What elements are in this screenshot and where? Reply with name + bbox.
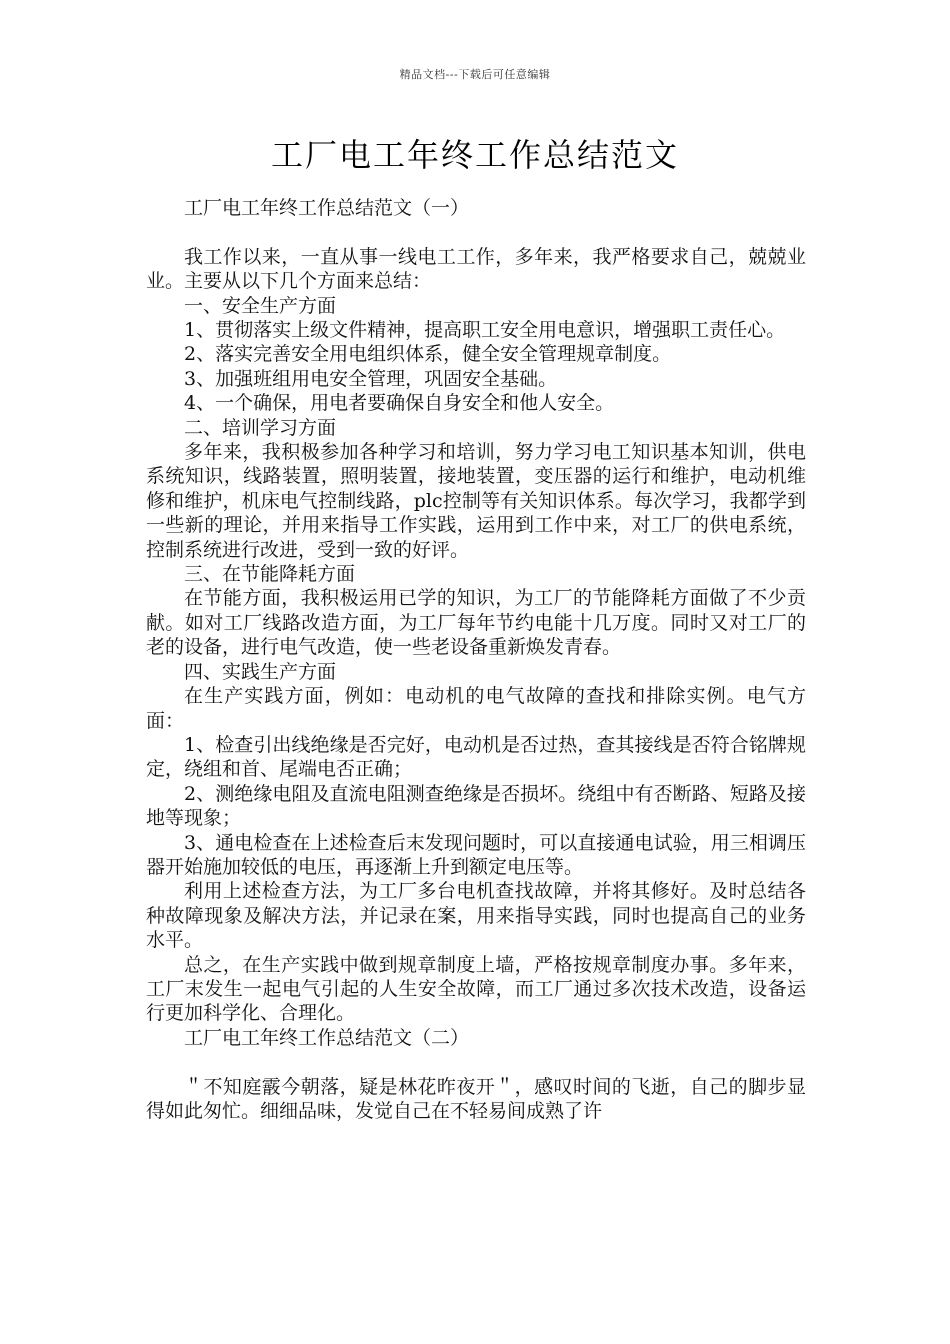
paragraph: 利用上述检查方法，为工厂多台电机查找故障，并将其修好。及时总结各种故障现象及解决方法，并记录在案，用来指导实践，同时也提高自己的业务水平。: [146, 880, 806, 952]
section-heading: 工厂电工年终工作总结范文（二）: [184, 1026, 470, 1049]
list-item: 2、测绝缘电阻及直流电阻测查绝缘是否损坏。绕组中有否断路、短路及接地等现象；: [146, 782, 806, 830]
paragraph: 在生产实践方面，例如：电动机的电气故障的查找和排除实例。电气方面：: [146, 685, 806, 732]
document-body: [146, 196, 806, 1123]
list-item: 1、贯彻落实上级文件精神，提高职工安全用电意识，增强职工责任心。: [184, 319, 786, 342]
subheading: 三、在节能降耗方面: [184, 563, 356, 586]
list-item: 4、一个确保，用电者要确保自身安全和他人安全。: [184, 392, 615, 415]
paragraph: 在节能方面，我积极运用已学的知识，为工厂的节能降耗方面做了不少贡献。如对工厂线路改造方面，为工厂每年节约电能十几万度。同时又对工厂的老的设备，进行电气改造，使一些老设备重新焕发青春。: [146, 587, 806, 659]
paragraph: 多年来，我积极参加各种学习和培训，努力学习电工知识基本知训，供电系统知识，线路装置，照明装置，接地装置，变压器的运行和维护，电动机维修和维护，机床电气控制线路，plc控制等有关知识体系。每次学习，我都学到一些新的理论，并用来指导工作实践，运用到工作中来，对工厂的供电系统，控制系统进行改进，受到一致的好评。: [146, 441, 806, 561]
paragraph: 我工作以来，一直从事一线电工工作，多年来，我严格要求自己，兢兢业业。主要从以下几个方面来总结：: [146, 245, 806, 293]
paragraph: ＂不知庭霰今朝落，疑是林花昨夜开＂，感叹时间的飞逝，自己的脚步显得如此匆忙。细细品味，发觉自己在不轻易间成熟了许: [146, 1075, 806, 1122]
subheading: 二、培训学习方面: [184, 416, 337, 439]
list-item: 1、检查引出线绝缘是否完好，电动机是否过热，查其接线是否符合铭牌规定，绕组和首、尾端电否正确；: [146, 733, 806, 781]
list-item: 3、加强班组用电安全管理，巩固安全基础。: [184, 367, 558, 390]
blank-line: [146, 1050, 806, 1074]
paragraph: 总之，在生产实践中做到规章制度上墙，严格按规章制度办事。多年来，工厂末发生一起电气引起的人生安全故障，而工厂通过多次技术改造，设备运行更加科学化、合理化。: [146, 953, 806, 1025]
subheading: 一、安全生产方面: [184, 294, 337, 317]
document-title: 工厂电工年终工作总结范文: [270, 136, 679, 174]
page-header: 精品文档---下载后可任意编辑: [399, 68, 551, 81]
subheading: 四、实践生产方面: [184, 660, 337, 683]
section-heading: 工厂电工年终工作总结范文（一）: [184, 197, 470, 219]
blank-line: [146, 220, 806, 244]
list-item: 3、通电检查在上述检查后末发现问题时，可以直接通电试验，用三相调压器开始施加较低的电压，再逐渐上升到额定电压等。: [146, 831, 806, 878]
list-item: 2、落实完善安全用电组织体系，健全安全管理规章制度。: [184, 343, 672, 366]
